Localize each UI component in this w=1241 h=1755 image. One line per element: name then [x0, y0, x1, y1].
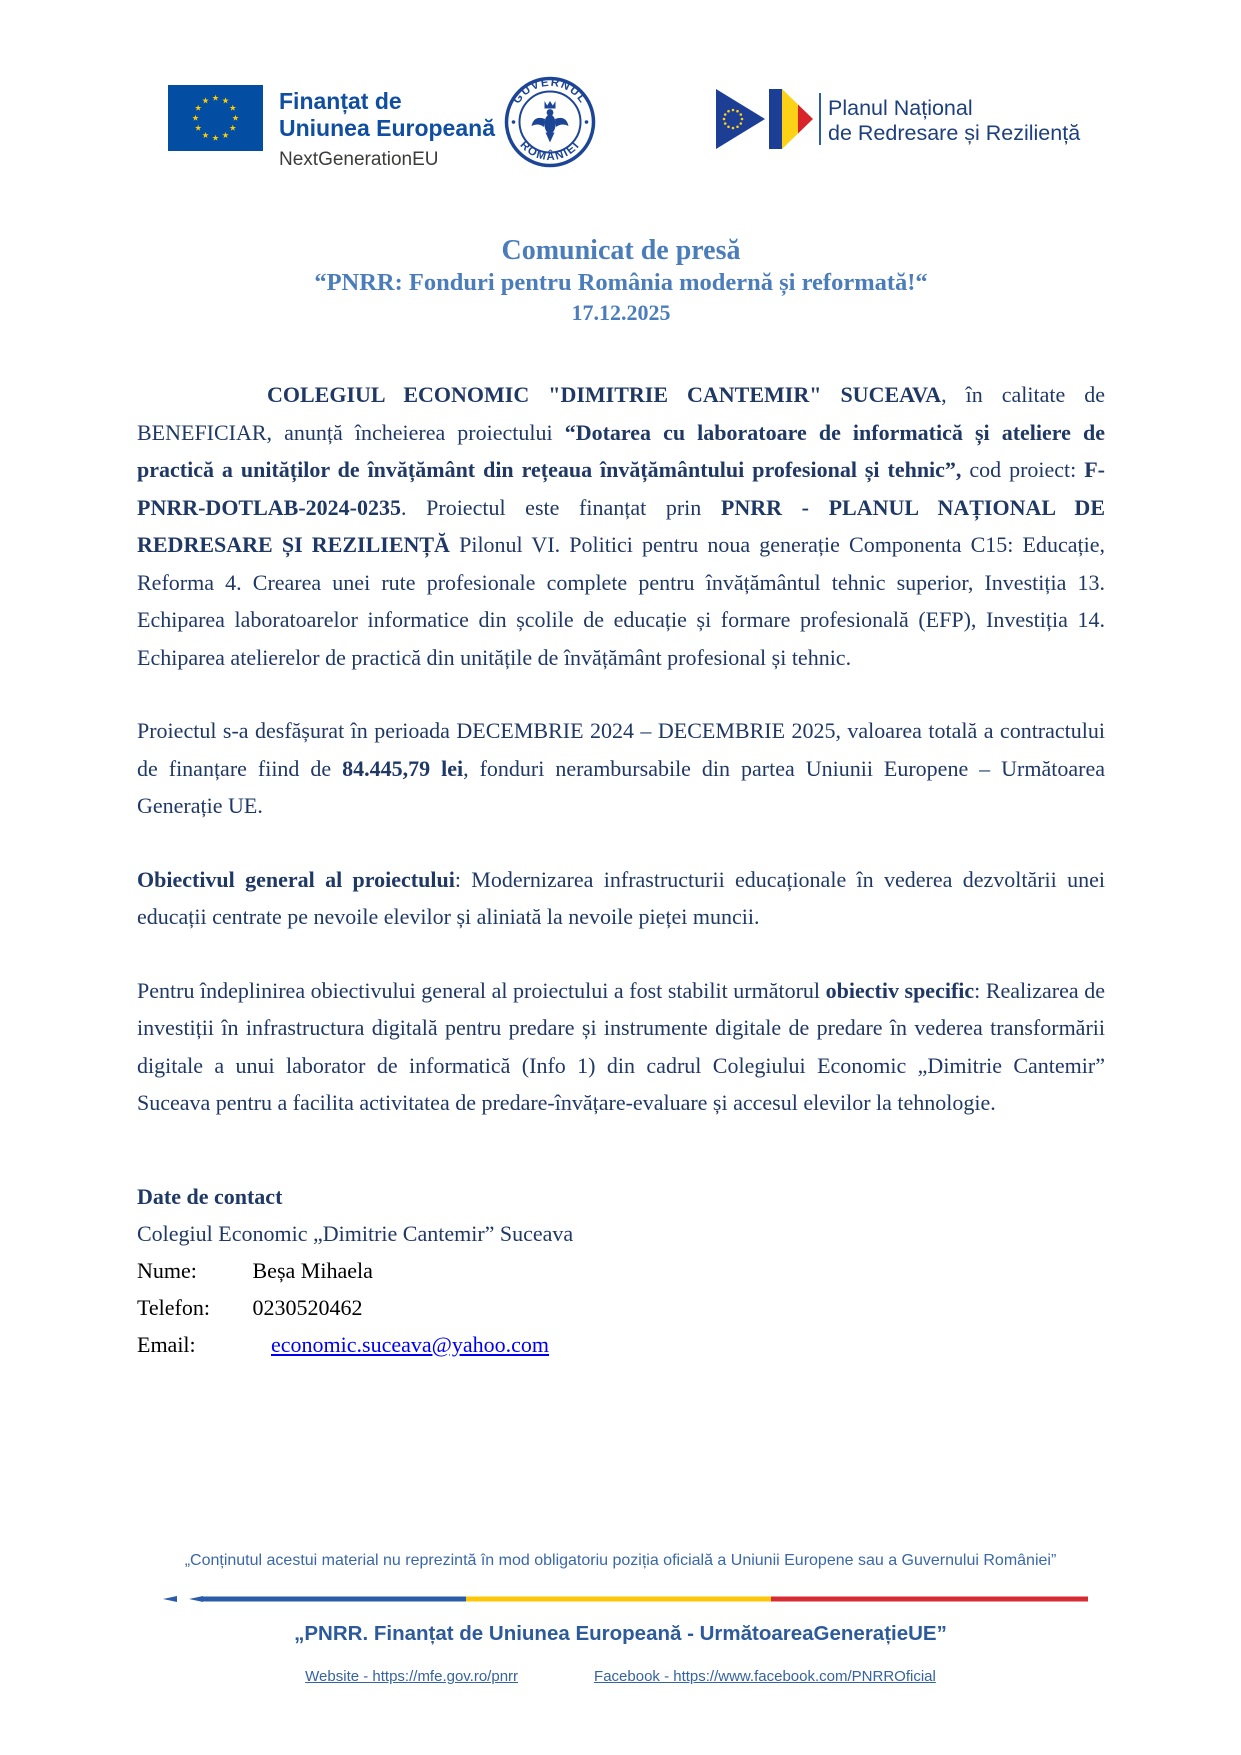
contact-section: [137, 1178, 1105, 1363]
footer-links: [0, 1668, 1241, 1685]
eu-flag-icon: [168, 85, 263, 171]
contact-heading: Date de contact: [137, 1183, 283, 1209]
header-logos: [0, 0, 1241, 190]
title-block: [137, 235, 1105, 328]
contact-phone-label: Telefon:: [137, 1294, 210, 1320]
website-link[interactable]: Website - https://mfe.gov.ro/pnrr: [305, 1668, 519, 1685]
paragraph-specific-objective: Pentru îndeplinirea obiectivului general al proiectului a fost stabilit următorul obiectiv specific: Realizarea de investiții în infrastructura digitală pentru predare și instrumente digitale de predare în vederea transformării digitale a unui laborator de informatică (Info 1) din cadrul Colegiului Economic „Dimitrie Cantemir” Suceava pentru a facilita activitatea de predare-învățare-evaluare și accesul elevilor la tehnologie.: [137, 977, 1105, 1115]
eu-funding-text: [279, 85, 495, 171]
romanian-government-seal-icon: [504, 76, 596, 173]
contact-name-value: Beșa Mihaela: [252, 1257, 373, 1283]
document-body: [137, 235, 1105, 1363]
paragraph-project-period-value: Proiectul s-a desfășurat în perioada DECEMBRIE 2024 – DECEMBRIE 2025, valoarea totală a contractului de finanțare fiind de 84.445,79 lei, fonduri nerambursabile din partea Uniunii Europene – Următoarea Generație UE.: [137, 718, 1105, 818]
pnrr-title-line1: Planul Național: [828, 96, 973, 120]
contact-email-label: Email:: [137, 1331, 196, 1357]
paragraph-project-announcement: COLEGIUL ECONOMIC "DIMITRIE CANTEMIR" SUCEAVA, în calitate de BENEFICIAR, anunță încheierea proiectului “Dotarea cu laboratoare de informatică și ateliere de practică a unităților de învățământ din rețeaua învățământului profesional și tehnic”, cod proiect: F-PNRR-DOTLAB-2024-0235. Proiectul este finanțat prin PNRR - PLANUL NAȚIONAL DE REDRESARE ȘI REZILIENȚĂ Pilonul VI. Politici pentru noua generație Componenta C15: Educație, Reforma 4. Crearea unei rute profesionale complete pentru învățământul tehnic superior, Investiția 13. Echiparea laboratoarelor informatice din școlile de educație și formare profesională (EFP), Investiția 14. Echiparea atelierelor de practică din unitățile de învățământ profesional și tehnic.: [137, 382, 1105, 670]
contact-phone-value: 0230520462: [252, 1294, 363, 1320]
contact-name-label: Nume:: [137, 1257, 197, 1283]
seal-top-text: GUVERNUL: [511, 76, 590, 107]
eu-funding-line2: Uniunea Europeană: [279, 115, 495, 141]
footer-disclaimer: „Conținutul acestui material nu reprezintă în mod obligatoriu poziția oficială a Uniunii Europene sau a Guvernului României”: [184, 1552, 1057, 1569]
eu-funding-line1: Finanțat de: [279, 88, 402, 114]
footer-slogan: „PNRR. Finanțat de Uniunea Europeană - UrmătoareaGenerațieUE”: [294, 1622, 947, 1645]
contact-name-row: [137, 1252, 1105, 1289]
pnrr-arrows-icon: [716, 89, 813, 149]
facebook-link[interactable]: Facebook - https://www.facebook.com/PNRROficial: [594, 1668, 936, 1685]
pnrr-title-line2: de Redresare și Reziliență: [828, 121, 1081, 145]
paragraph-general-objective: Obiectivul general al proiectului: Modernizarea infrastructurii educaționale în vederea dezvoltării unei educații centrate pe nevoile elevilor și aliniată la nevoile pieței muncii.: [137, 866, 1105, 929]
seal-bottom-text: ROMÂNIEI: [517, 138, 583, 164]
page-subtitle: “PNRR: Fonduri pentru România modernă și reformată!“: [314, 269, 928, 296]
contact-organization: Colegiul Economic „Dimitrie Cantemir” Suceava: [137, 1220, 574, 1246]
eu-funding-logo: [168, 85, 495, 171]
release-date: 17.12.2025: [571, 300, 671, 325]
contact-email-row: [137, 1326, 1105, 1363]
contact-phone-row: [137, 1289, 1105, 1326]
page-title: Comunicat de presă: [501, 235, 741, 266]
romanian-tricolor-line: [160, 1590, 1088, 1608]
next-generation-eu-label: NextGenerationEU: [279, 149, 439, 170]
pnrr-logo: [716, 87, 1101, 156]
contact-email-link[interactable]: economic.suceava@yahoo.com: [271, 1331, 550, 1357]
